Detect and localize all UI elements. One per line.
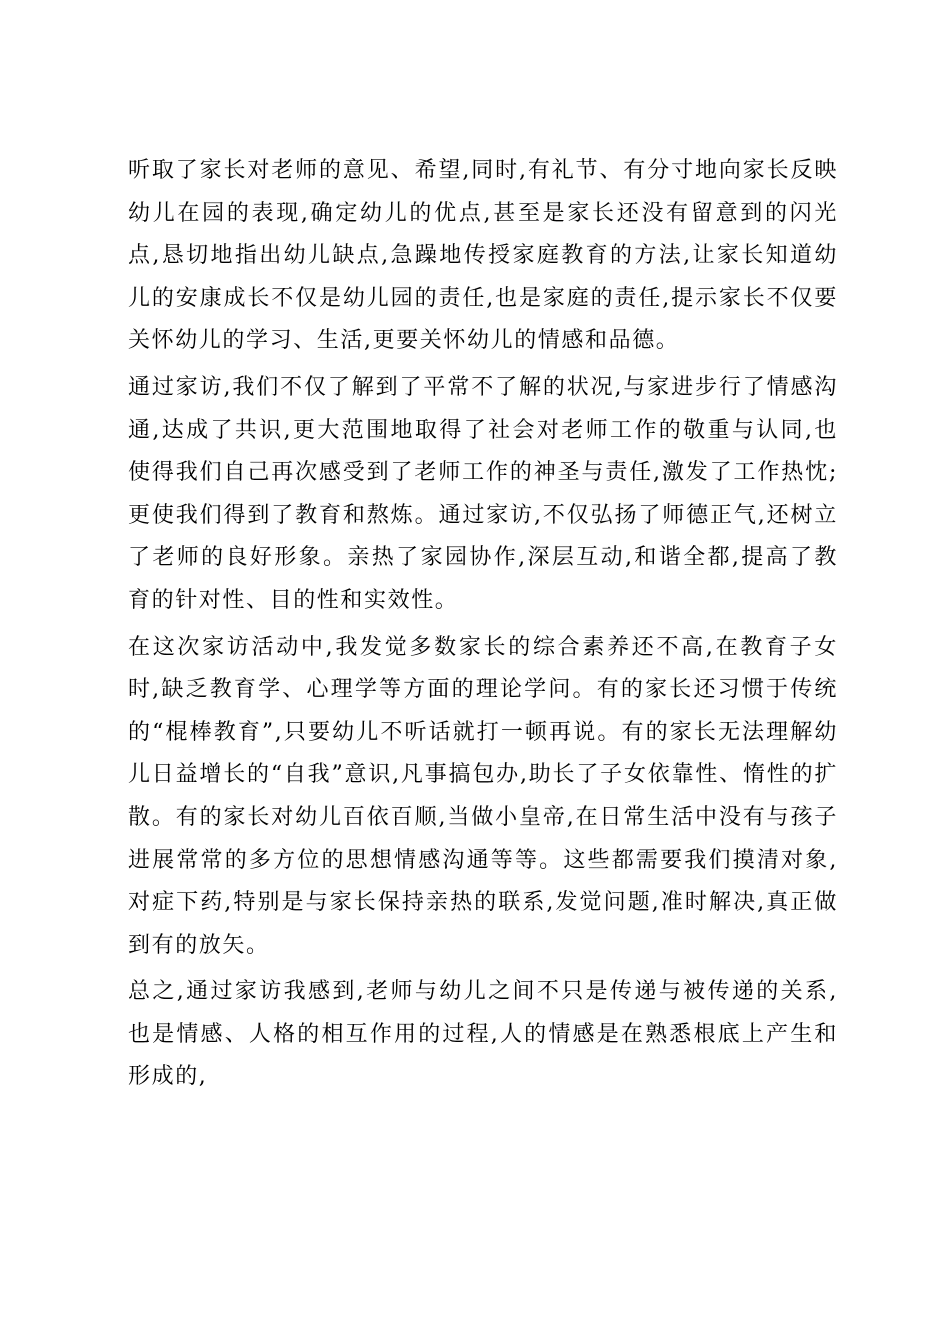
paragraph-conclusion: 总之,通过家访我感到,老师与幼儿之间不只是传递与被传递的关系,也是情感、人格的相互作用的过程,人的情感是在熟悉根底上产生和形成的, (128, 979, 838, 1090)
paragraph-parent-observations: 在这次家访活动中,我发觉多数家长的综合素养还不高,在教育子女时,缺乏教育学、心理学等方面的理论学问。有的家长还习惯于传统的“棍棒教育”,只要幼儿不听话就打一顿再说。有的家长无法理解幼儿日益增长的“自我”意识,凡事搞包办,助长了子女依靠性、惰性的扩散。有的家长对幼儿百依百顺,当做小皇帝,在日常生活中没有与孩子进展常常的多方位的思想情感沟通等等。这些都需要我们摸清对象,对症下药,特别是与家长保持亲热的联系,发觉问题,准时解决,真正做到有的放矢。 (128, 634, 838, 958)
paragraph-home-visit-benefits: 通过家访,我们不仅了解到了平常不了解的状况,与家进步行了情感沟通,达成了共识,更大范围地取得了社会对老师工作的敬重与认同,也使得我们自己再次感受到了老师工作的神圣与责任,激发了工作热忱;更使我们得到了教育和熬炼。通过家访,不仅弘扬了师德正气,还树立了老师的良好形象。亲热了家园协作,深层互动,和谐全都,提高了教育的针对性、目的性和实效性。 (128, 374, 838, 613)
document-body (128, 150, 838, 1103)
paragraph-home-visit-feedback: 听取了家长对老师的意见、希望,同时,有礼节、有分寸地向家长反映幼儿在园的表现,确定幼儿的优点,甚至是家长还没有留意到的闪光点,恳切地指出幼儿缺点,急躁地传授家庭教育的方法,让家长知道幼儿的安康成长不仅是幼儿园的责任,也是家庭的责任,提示家长不仅要关怀幼儿的学习、生活,更要关怀幼儿的情感和品德。 (128, 158, 838, 354)
